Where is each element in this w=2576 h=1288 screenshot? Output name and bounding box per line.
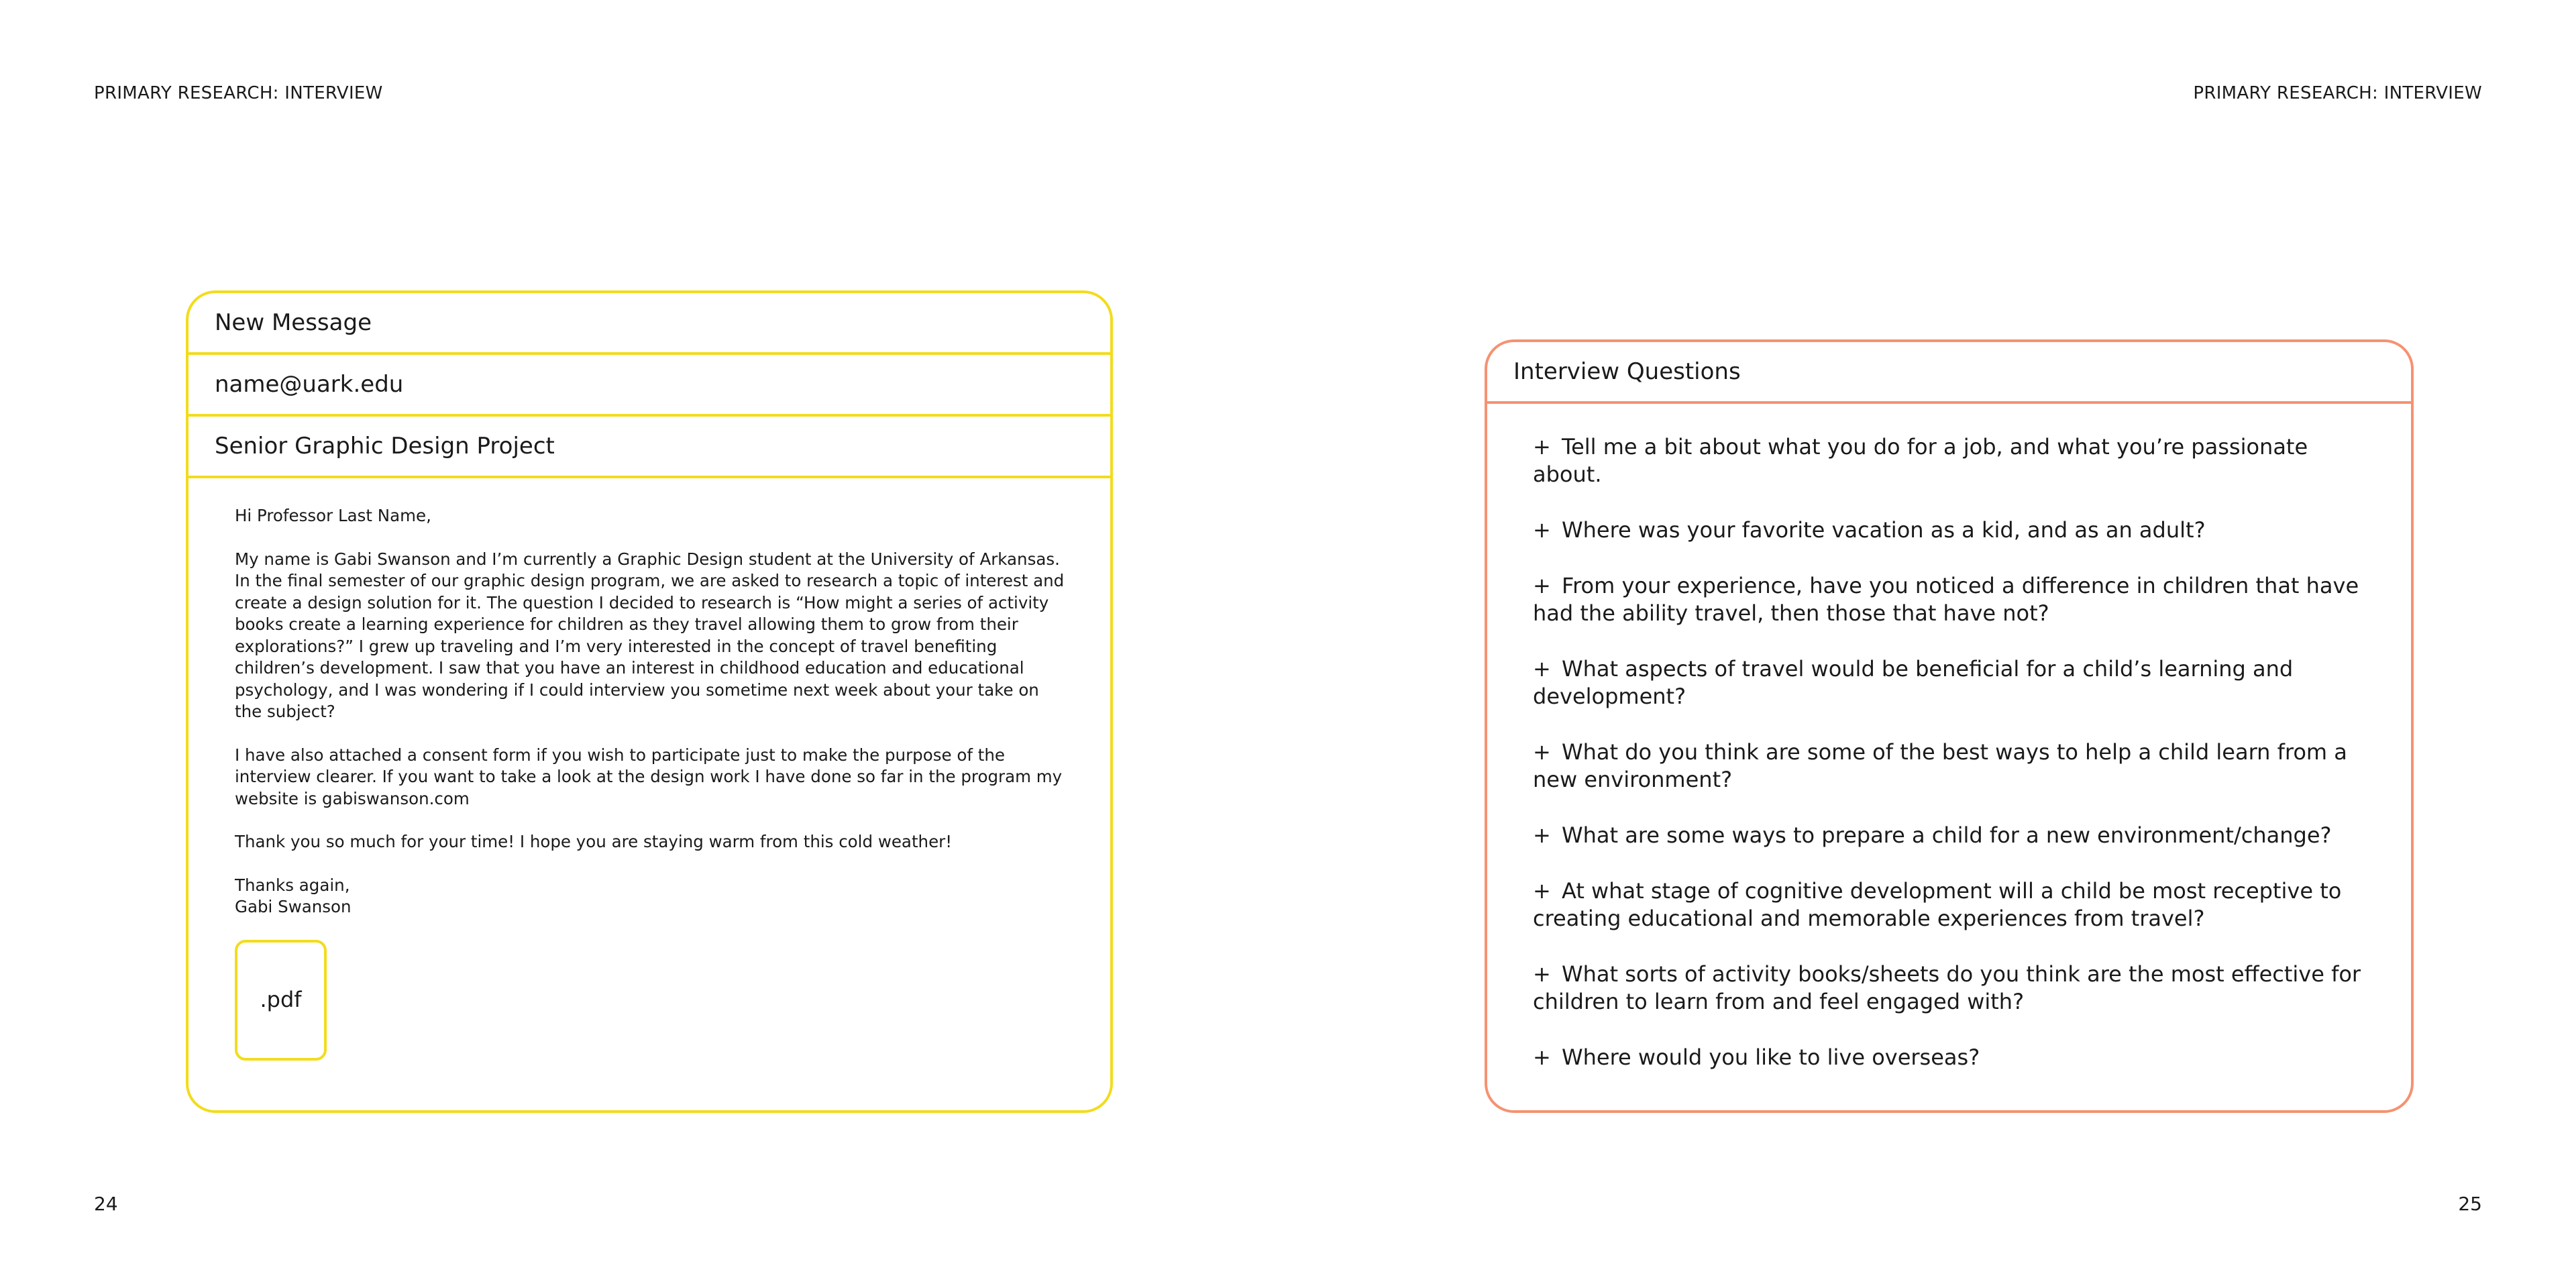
interview-questions-card [1485,339,2414,1113]
running-head-right: PRIMARY RESEARCH: INTERVIEW [2193,83,2482,103]
email-paragraph: My name is Gabi Swanson and I’m currently a Graphic Design student at the University of Arkansas. In the final semester of our graphic design program, we are asked to research a topic of interest and create a design solution for it. The question I decided to research is “How might a series of activity books create a learning experience for children as they travel allowing them to grow from their explorations?” I grew up traveling and I’m very interested in the concept of travel benefiting children’s development. I saw that you have an interest in childhood education and educational psychology, and I was wondering if I could interview you sometime next week about your take on the subject? [235,549,1065,721]
email-mockup [186,290,1113,1113]
page-number-left: 24 [94,1193,118,1215]
plus-icon: + [1533,822,1551,848]
question-item [1533,433,2364,488]
question-item [1533,1044,2364,1071]
email-paragraph: I have also attached a consent form if you wish to participate just to make the purpose of the interview clearer. If you want to take a look at the design work I have done so far in the program my website is gabiswanson.com [235,745,1063,808]
email-body[interactable] [189,478,1110,1061]
running-head-left: PRIMARY RESEARCH: INTERVIEW [94,83,383,103]
question-text: What do you think are some of the best ways to help a child learn from a new environment? [1533,739,2347,792]
question-item [1533,877,2364,932]
email-greeting: Hi Professor Last Name, [235,506,431,525]
question-item [1533,739,2364,794]
plus-icon: + [1533,1044,1551,1070]
plus-icon: + [1533,961,1551,987]
plus-icon: + [1533,573,1551,598]
email-to-value: name@uark.edu [215,371,404,398]
email-title: New Message [215,309,372,336]
plus-icon: + [1533,434,1551,460]
page-number-right: 25 [2458,1193,2482,1215]
question-text: Tell me a bit about what you do for a job, and what you’re passionate about. [1533,434,2308,487]
plus-icon: + [1533,878,1551,904]
question-text: Where was your favorite vacation as a kid, and as an adult? [1561,517,2206,543]
email-signature: Gabi Swanson [235,897,352,916]
questions-title: Interview Questions [1513,358,1741,385]
plus-icon: + [1533,739,1551,765]
question-item [1533,655,2364,710]
question-text: Where would you like to live overseas? [1561,1044,1980,1070]
questions-header [1487,342,2411,404]
email-subject-field[interactable] [189,417,1110,478]
question-text: From your experience, have you noticed a difference in children that have had the ability travel, then those that have not? [1533,573,2359,626]
email-title-bar [189,293,1110,355]
question-text: At what stage of cognitive development will a child be most receptive to creating educational and memorable experiences from travel? [1533,878,2342,931]
plus-icon: + [1533,517,1551,543]
question-item [1533,517,2364,544]
email-closing [235,875,1070,918]
pdf-attachment[interactable] [235,940,327,1061]
question-text: What are some ways to prepare a child for a new environment/change? [1561,822,2332,848]
email-signoff: Thanks again, [235,875,350,895]
questions-list [1487,404,2411,1071]
attachment-label: .pdf [260,987,302,1013]
question-text: What sorts of activity books/sheets do you think are the most effective for children to learn from and feel engaged with? [1533,961,2361,1014]
question-item [1533,822,2364,849]
question-item [1533,961,2364,1016]
email-to-field[interactable] [189,355,1110,417]
email-subject-value: Senior Graphic Design Project [215,433,555,460]
question-item [1533,572,2364,627]
email-paragraph: Thank you so much for your time! I hope you are staying warm from this cold weather! [235,832,953,851]
question-text: What aspects of travel would be beneficial for a child’s learning and development? [1533,656,2294,709]
plus-icon: + [1533,656,1551,682]
